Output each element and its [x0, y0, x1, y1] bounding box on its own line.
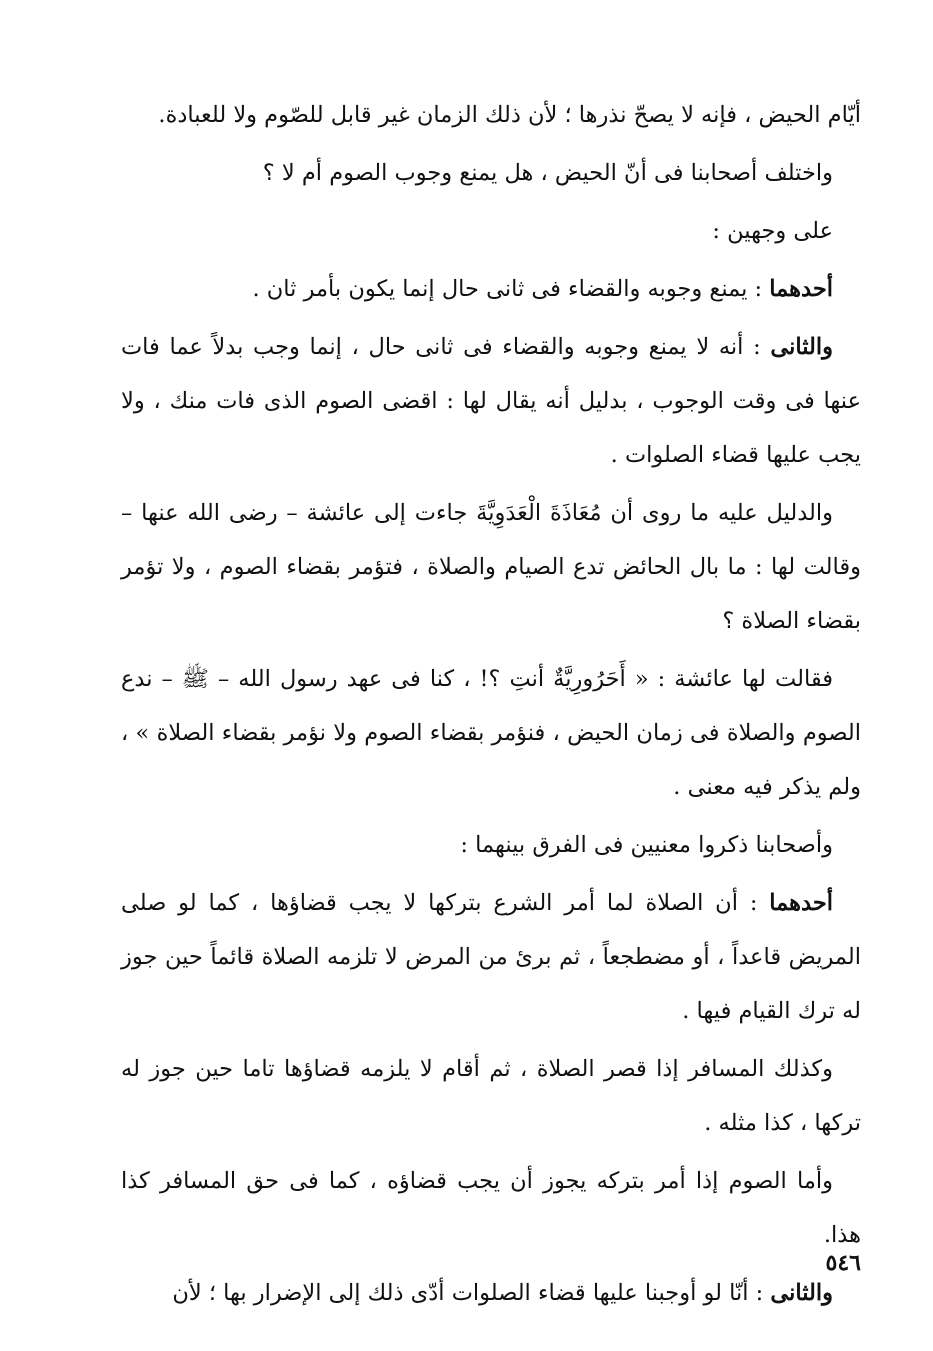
paragraph-8: وأصحابنا ذكروا معنيين فى الفرق بينهما : — [460, 832, 833, 858]
paragraph-4: أحدهما : يمنع وجوبه والقضاء فى ثانى حال إنما يكون بأمر ثان . — [252, 276, 833, 302]
paragraph-11: وأما الصوم إذا أمر بتركه يجوز أن يجب قضاؤه ، كما فى حق المسافر كذا هذا. — [121, 1168, 861, 1248]
term-second: والثانى — [770, 334, 833, 360]
paragraph-10: وكذلك المسافر إذا قصر الصلاة ، ثم أقام لا يلزمه قضاؤها تاما حين جوز له تركها ، كذا مثله . — [121, 1056, 861, 1136]
paragraph-6: والدليل عليه ما روى أن مُعَاذَةَ الْعَدَوِيَّةَ جاءت إلى عائشة – رضى الله عنها – وقالت لها : ما بال الحائض تدع الصيام والصلاة ، فتؤمر بقضاء الصوم ، ولا تؤمر بقضاء الصلاة ؟ — [121, 500, 861, 634]
paragraph-9: أحدهما : أن الصلاة لما أمر الشرع بتركها لا يجب قضاؤها ، كما لو صلى المريض قاعداً ، أو مضطجعاً ، ثم برئ من المرض لا تلزمه الصلاة قائماً حين جوز له ترك القيام فيها . — [121, 890, 861, 1024]
paragraph-2: واختلف أصحابنا فى أنّ الحيض ، هل يمنع وجوب الصوم أم لا ؟ — [262, 160, 833, 186]
term-first: أحدهما — [769, 276, 833, 302]
text-body — [121, 88, 861, 1324]
paragraph-12: والثانى : أنّا لو أوجبنا عليها قضاء الصلوات أدّى ذلك إلى الإضرار بها ؛ لأن — [172, 1280, 833, 1306]
paragraph-1: أيّام الحيض ، فإنه لا يصحّ نذرها ؛ لأن ذلك الزمان غير قابل للصّوم ولا للعبادة. — [158, 102, 861, 128]
paragraph-5: والثانى : أنه لا يمنع وجوبه والقضاء فى ثانى حال ، إنما وجب بدلاً عما فات عنها فى وقت الوجوب ، بدليل أنه يقال لها : اقضى الصوم الذى فات منك ، ولا يجب عليها قضاء الصلوات . — [121, 334, 861, 468]
paragraph-7: فقالت لها عائشة : « أَحَرُورِيَّةٌ أنتِ ؟! ، كنا فى عهد رسول الله – ﷺ – ندع الصوم والصلاة فى زمان الحيض ، فنؤمر بقضاء الصوم ولا نؤمر بقضاء الصلاة » ، ولم يذكر فيه معنى . — [121, 666, 861, 800]
term-second: والثانى — [770, 1280, 833, 1306]
page-number: ٥٤٦ — [825, 1250, 861, 1276]
term-first: أحدهما — [769, 890, 833, 916]
paragraph-3: على وجهين : — [712, 218, 833, 244]
